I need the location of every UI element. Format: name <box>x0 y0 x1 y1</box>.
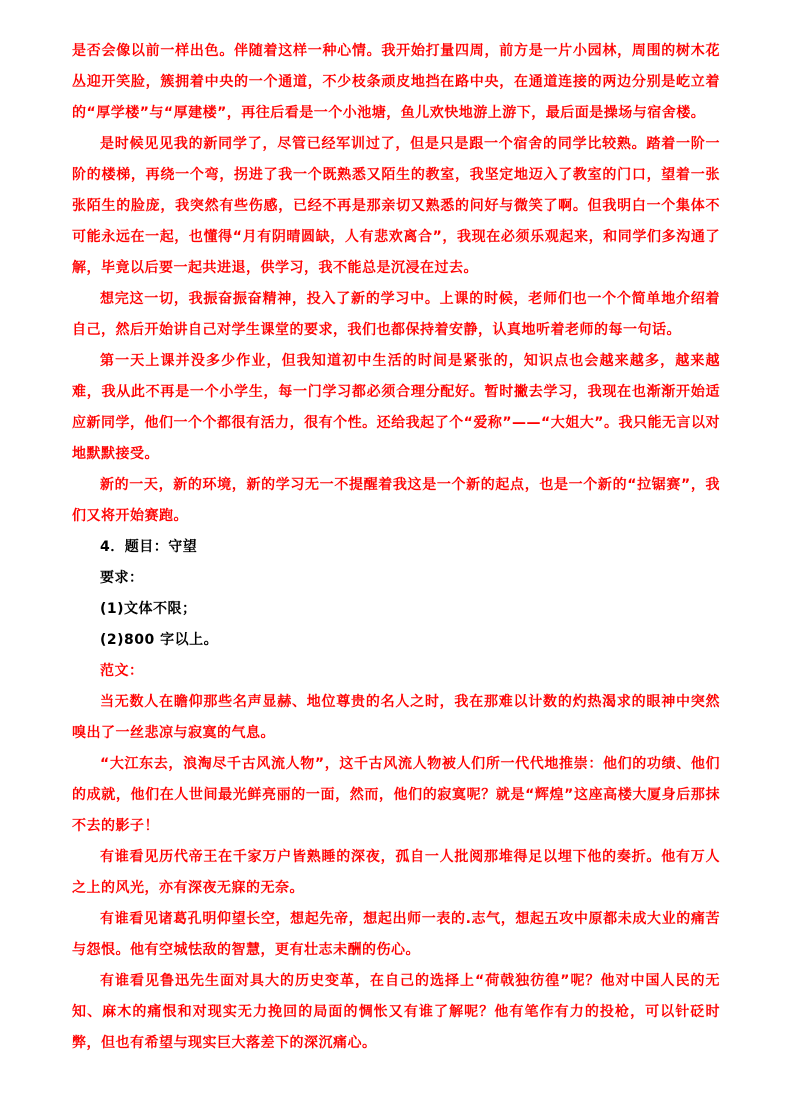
essay-paragraph: “大江东去，浪淘尽千古风流人物”，这千古风流人物被人们所一代代地推崇：他们的功绩、他们的成就，他们在人世间最光鲜亮丽的一面，然而，他们的寂寞呢？就是“辉煌”这座高楼大厦身后那抹不去的影子！ <box>72 756 720 834</box>
essay-paragraph-continuation: 是否会像以前一样出色。伴随着这样一种心情。我开始打量四周，前方是一片小园林，周围的树木花丛迎开笑脸，簇拥着中央的一个通道，不少枝条顽皮地挡在路中央，在通道连接的两边分别是屹立着的“厚学楼”与“厚建楼”，再往后看是一个小池塘，鱼儿欢快地游上游下，最后面是操场与宿舍楼。 <box>72 43 720 121</box>
essay-paragraph: 新的一天，新的环境，新的学习无一不提醒着我这是一个新的起点，也是一个新的“拉锯赛”，我们又将开始赛跑。 <box>72 477 720 524</box>
essay-paragraph: 当无数人在瞻仰那些名声显赫、地位尊贵的名人之时，我在那难以计数的灼热渴求的眼神中突然嗅出了一丝悲凉与寂寞的气息。 <box>72 694 720 741</box>
prompt-requirement-1: (1)文体不限； <box>100 601 197 617</box>
essay-paragraph: 有谁看见鲁迅先生面对具大的历史变革，在自己的选择上“荷戟独彷徨”呢？他对中国人民的无知、麻木的痛恨和对现实无力挽回的局面的惆怅又有谁了解呢？他有笔作有力的投枪，可以针砭时弊，但也有希望与现实巨大落差下的深沉痛心。 <box>72 973 720 1051</box>
prompt-requirements-label: 要求： <box>100 570 144 586</box>
essay-paragraph: 是时候见见我的新同学了，尽管已经军训过了，但是只是跟一个宿舍的同学比较熟。踏着一阶一阶的楼梯，再绕一个弯，拐进了我一个既熟悉又陌生的教室，我坚定地迈入了教室的门口，望着一张张陌生的脸庞，我突然有些伤感，已经不再是那亲切又熟悉的问好与微笑了啊。但我明白一个集体不可能永远在一起，也懂得“月有阴晴圆缺，人有悲欢离合”，我现在必须乐观起来，和同学们多沟通了解，毕竟以后要一起共进退，供学习，我不能总是沉浸在过去。 <box>72 136 720 276</box>
prompt-requirement-2: (2)800 字以上。 <box>100 632 219 648</box>
sample-essay-label: 范文： <box>100 663 144 679</box>
essay-paragraph: 想完这一切，我振奋振奋精神，投入了新的学习中。上课的时候，老师们也一个个简单地介绍着自己，然后开始讲自己对学生课堂的要求，我们也都保持着安静，认真地听着老师的每一句话。 <box>72 291 720 338</box>
essay-paragraph: 第一天上课并没多少作业，但我知道初中生活的时间是紧张的，知识点也会越来越多，越来越难，我从此不再是一个小学生，每一门学习都必须合理分配好。暂时撇去学习，我现在也渐渐开始适应新同学，他们一个个都很有活力，很有个性。还给我起了个“爱称”——“大姐大”。我只能无言以对地默默接受。 <box>72 353 720 462</box>
prompt-number-title: 4．题目：守望 <box>100 539 198 555</box>
document-body <box>72 36 720 1059</box>
essay-paragraph: 有谁看见历代帝王在千家万户皆熟睡的深夜，孤自一人批阅那堆得足以埋下他的奏折。他有万人之上的风光，亦有深夜无寐的无奈。 <box>72 849 720 896</box>
essay-paragraph: 有谁看见诸葛孔明仰望长空，想起先帝，想起出师一表的.志气，想起五攻中原都未成大业的痛苦与怨恨。他有空城怯敌的智慧，更有壮志未酬的伤心。 <box>72 911 720 958</box>
